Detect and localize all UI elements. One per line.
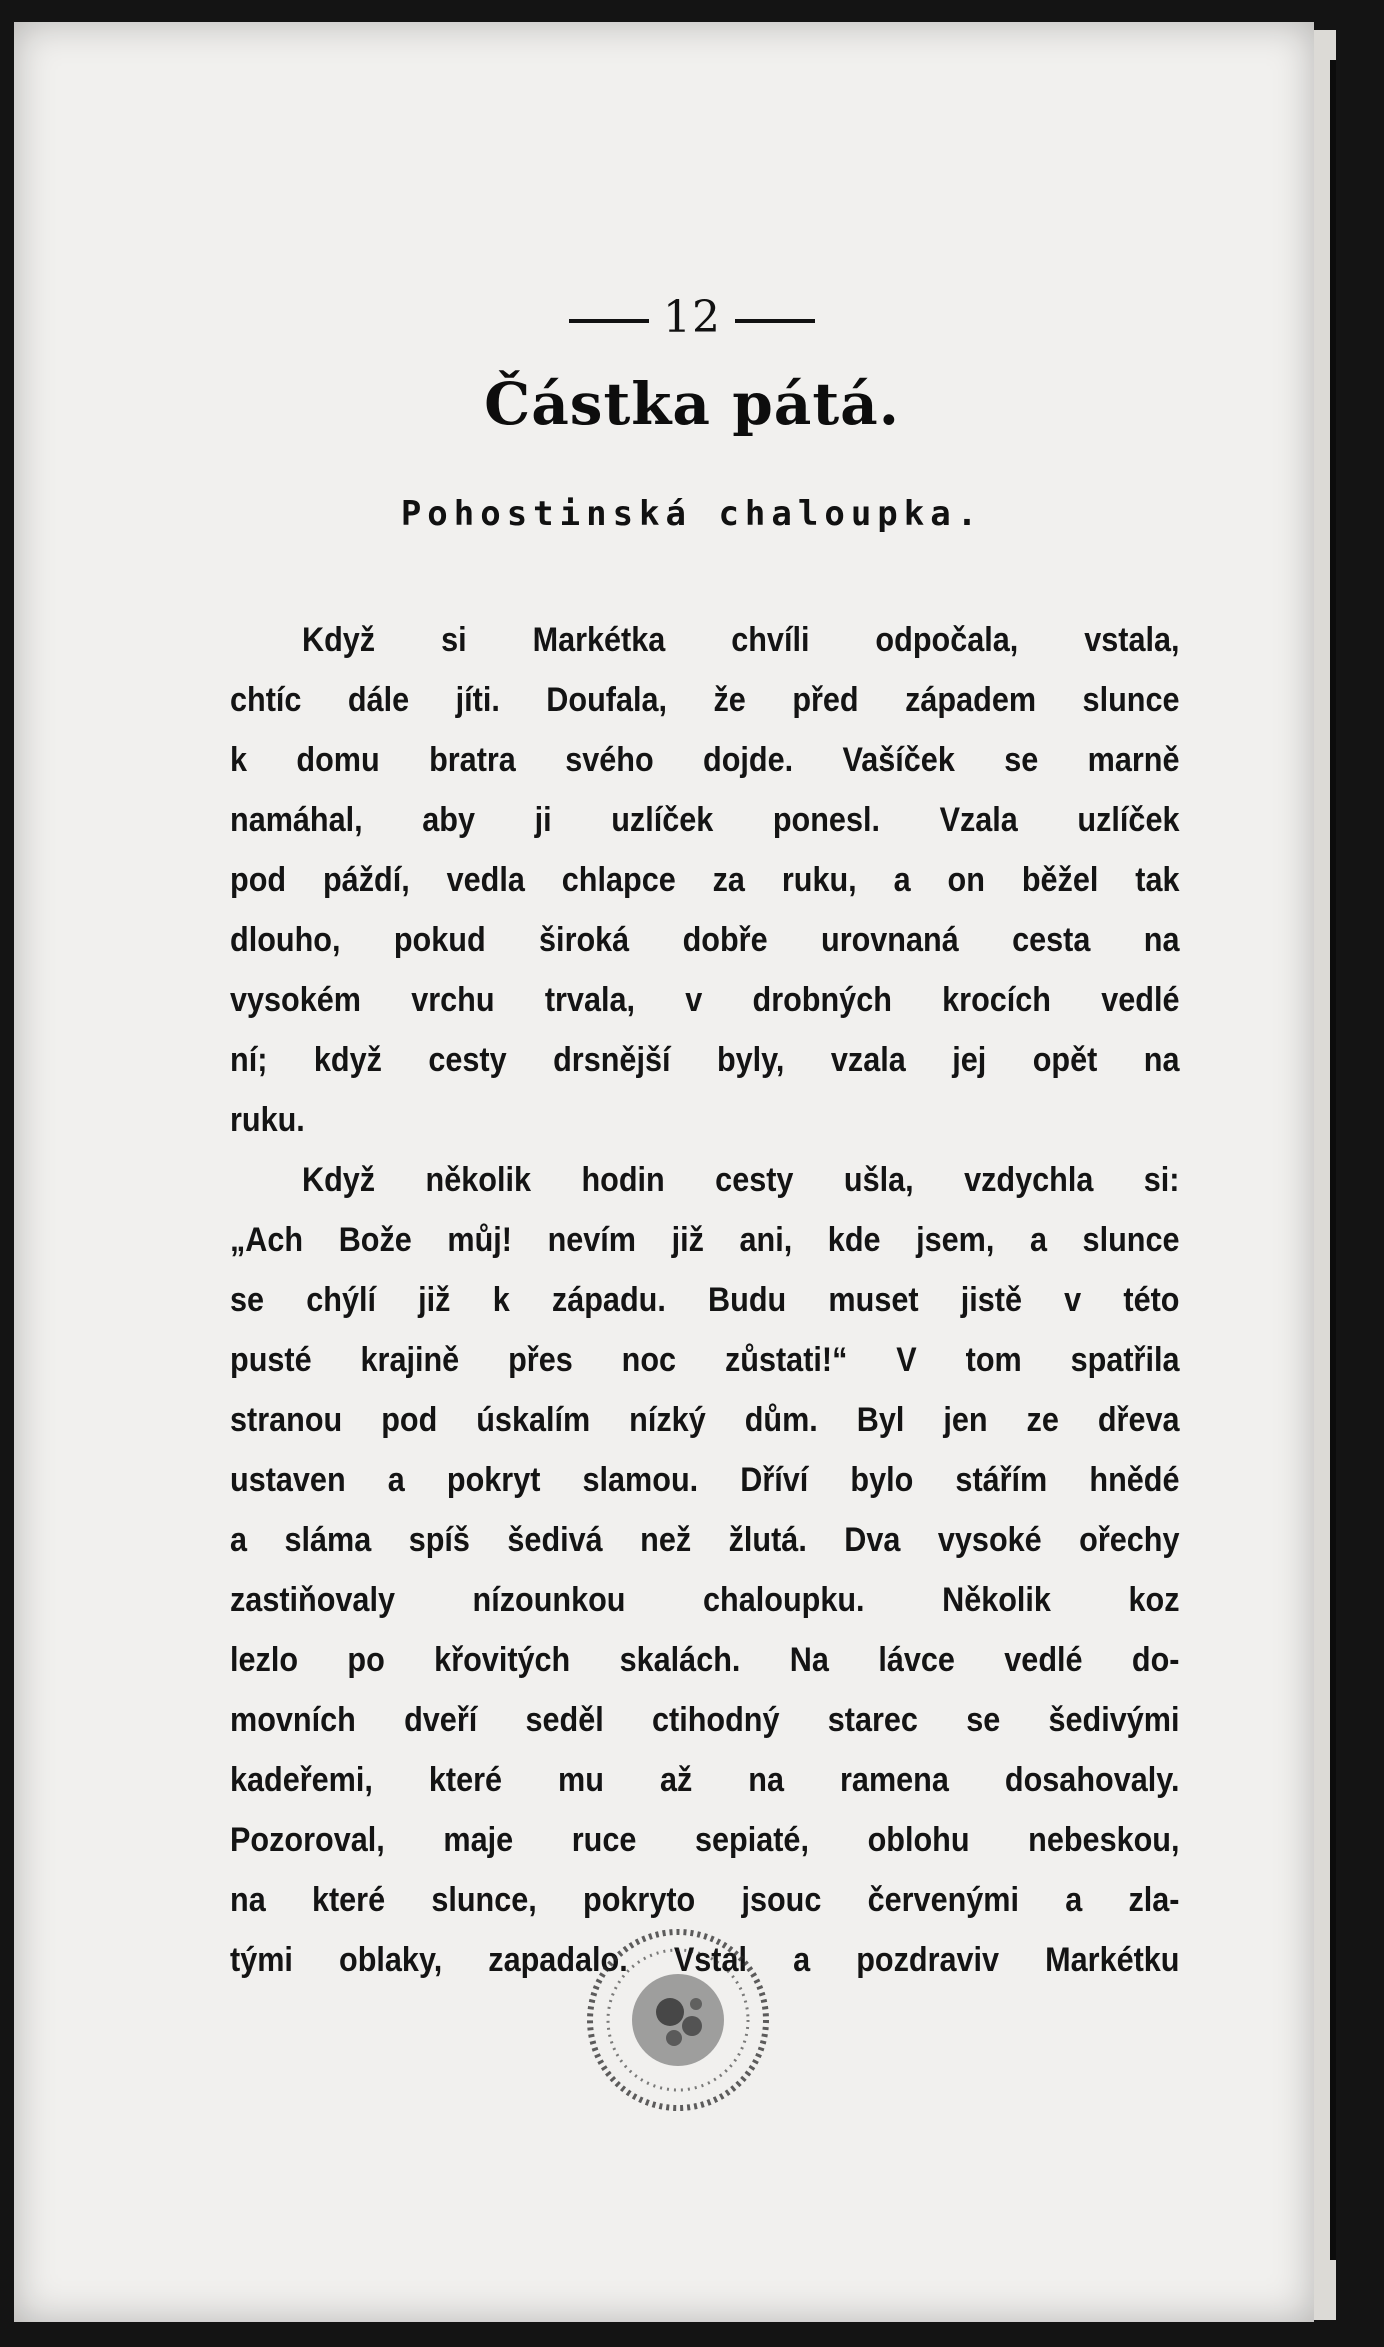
- page-number-value: 12: [663, 292, 721, 343]
- body-line: Pozoroval, maje ruce sepiaté, oblohu nebeskou,: [230, 1821, 1180, 1859]
- chapter-title: Částka pátá.: [484, 370, 900, 438]
- body-line: na které slunce, pokryto jsouc červenými a zla-: [230, 1881, 1180, 1919]
- body-line: dlouho, pokud široká dobře urovnaná cesta na: [230, 921, 1180, 959]
- page-number-dash-right: [735, 319, 815, 323]
- body-line: k domu bratra svého dojde. Vašíček se marně: [230, 741, 1180, 779]
- page-number-dash-left: [569, 319, 649, 323]
- body-line: ustaven a pokryt slamou. Dříví bylo stářím hnědé: [230, 1461, 1180, 1499]
- body-line: Když si Markétka chvíli odpočala, vstala,: [302, 621, 1180, 659]
- body-line: a sláma spíš šedivá než žlutá. Dva vysoké ořechy: [230, 1521, 1180, 1559]
- body-text: [230, 610, 1180, 1990]
- chapter-subtitle: Pohostinská chaloupka.: [400, 494, 984, 534]
- page-number: [0, 292, 1384, 343]
- body-line: ní; když cesty drsnější byly, vzala jej opět na: [230, 1041, 1180, 1079]
- body-line: „Ach Bože můj! nevím již ani, kde jsem, a slunce: [230, 1221, 1180, 1259]
- body-line: vysokém vrchu trvala, v drobných krocích vedlé: [230, 981, 1180, 1019]
- body-line: Když několik hodin cesty ušla, vzdychla si:: [302, 1161, 1180, 1199]
- body-line: pusté krajině přes noc zůstati!“ V tom spatřila: [230, 1341, 1180, 1379]
- body-line: lezlo po křovitých skalách. Na lávce vedlé do-: [230, 1641, 1180, 1679]
- library-stamp: [578, 1920, 778, 2120]
- body-line: stranou pod úskalím nízký dům. Byl jen ze dřeva: [230, 1401, 1180, 1439]
- body-line: pod páždí, vedla chlapce za ruku, a on běžel tak: [230, 861, 1180, 899]
- body-line: movních dveří seděl ctihodný starec se šedivými: [230, 1701, 1180, 1739]
- body-line: kadeřemi, které mu až na ramena dosahovaly.: [230, 1761, 1180, 1799]
- body-line: ruku.: [230, 1101, 305, 1139]
- body-line: namáhal, aby ji uzlíček ponesl. Vzala uzlíček: [230, 801, 1180, 839]
- body-line: zastiňovaly nízounkou chaloupku. Několik koz: [230, 1581, 1180, 1619]
- body-line: se chýlí již k západu. Budu muset jistě v této: [230, 1281, 1180, 1319]
- body-line: chtíc dále jíti. Doufala, že před západem slunce: [230, 681, 1180, 719]
- body-line: tými oblaky, zapadalo. Vstal a pozdraviv Markétku: [230, 1941, 1180, 1979]
